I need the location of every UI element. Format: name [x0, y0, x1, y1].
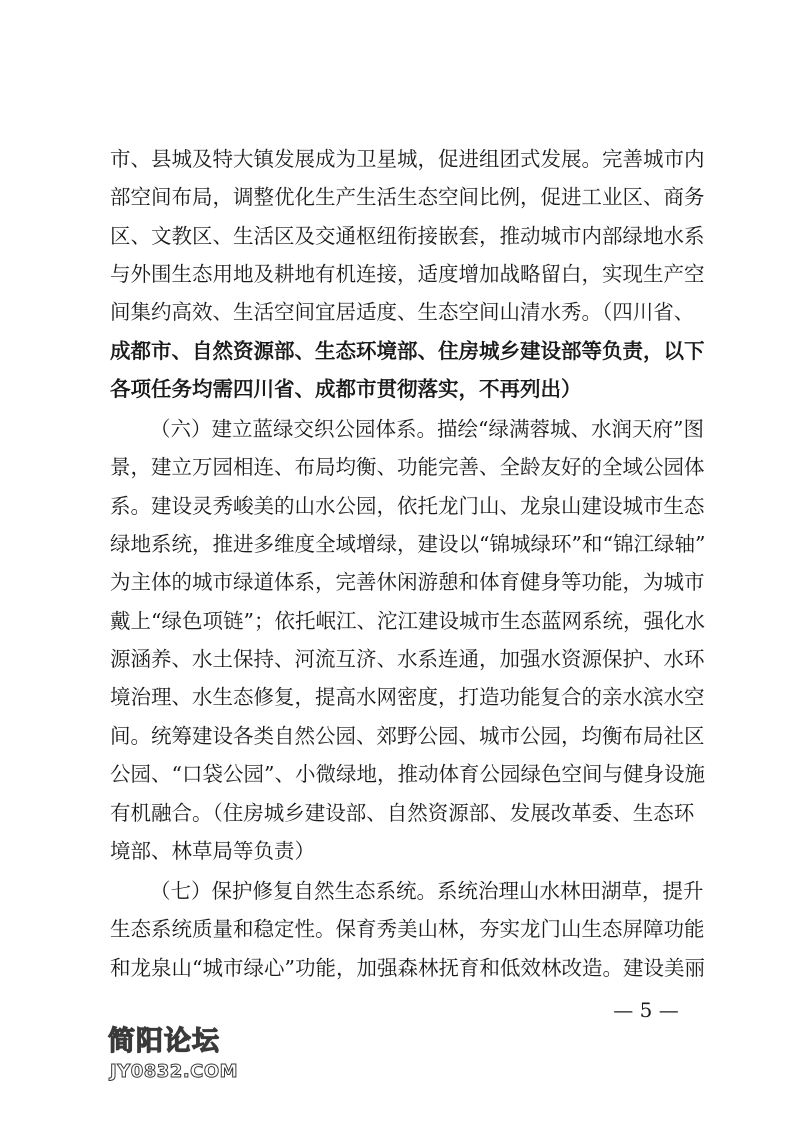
section-heading-6: （六）建立蓝绿交织公园体系。描绘“绿满蓉城、水润天府”图: [150, 417, 704, 441]
watermark-title: 简阳论坛: [108, 1026, 220, 1057]
watermark-url: JY0832.COM: [110, 1061, 239, 1082]
text-line-21: 生态系统质量和稳定性。保育秀美山林，夯实龙门山生态屏障功能: [110, 917, 705, 941]
text-line-13: 戴上“绿色项链”；依托岷江、沱江建设城市生态蓝网系统，强化水: [110, 609, 705, 633]
text-line-14: 源涵养、水土保持、河流互济、水系连通，加强水资源保护、水环: [110, 647, 705, 671]
text-line-19: 境部、林草局等负责）: [110, 839, 315, 863]
text-line-4: 与外围生态用地及耕地有机连接，适度增加战略留白，实现生产空: [110, 262, 705, 286]
text-line-7: 各项任务均需四川省、成都市贯彻落实，不再列出）: [110, 377, 582, 401]
text-line-2: 部空间布局，调整优化生产生活生态空间比例，促进工业区、商务: [110, 185, 705, 209]
text-line-6: 成都市、自然资源部、生态环境部、住房城乡建设部等负责，以下: [110, 339, 705, 363]
text-line-22: 和龙泉山“城市绿心”功能，加强森林抚育和低效林改造。建设美丽: [110, 956, 705, 980]
text-line-1: 市、县城及特大镇发展成为卫星城，促进组团式发展。完善城市内: [110, 147, 705, 171]
text-line-11: 绿地系统，推进多维度全域增绿，建设以“锦城绿环”和“锦江绿轴”: [110, 532, 706, 556]
text-line-17: 公园、“口袋公园”、小微绿地，推动体育公园绿色空间与健身设施: [110, 762, 705, 786]
text-line-3: 区、文教区、生活区及交通枢纽衔接嵌套，推动城市内部绿地水系: [110, 224, 705, 248]
text-line-5: 间集约高效、生活空间宜居适度、生态空间山清水秀。（四川省、: [110, 300, 695, 324]
section-heading-7: （七）保护修复自然生态系统。系统治理山水林田湖草，提升: [150, 879, 704, 903]
text-line-10: 系。建设灵秀峻美的山水公园，依托龙门山、龙泉山建设城市生态: [110, 494, 705, 518]
text-line-9: 景，建立万园相连、布局均衡、功能完善、全龄友好的全域公园体: [110, 455, 705, 479]
text-line-16: 间。统筹建设各类自然公园、郊野公园、城市公园，均衡布局社区: [110, 724, 705, 748]
page-number: — 5 —: [613, 998, 679, 1022]
text-line-15: 境治理、水生态修复，提高水网密度，打造功能复合的亲水滨水空: [110, 685, 705, 709]
watermark-logo: [108, 1024, 239, 1086]
text-line-12: 为主体的城市绿道体系，完善休闲游憩和体育健身等功能，为城市: [110, 570, 705, 594]
text-line-18: 有机融合。（住房城乡建设部、自然资源部、发展改革委、生态环: [110, 801, 695, 825]
